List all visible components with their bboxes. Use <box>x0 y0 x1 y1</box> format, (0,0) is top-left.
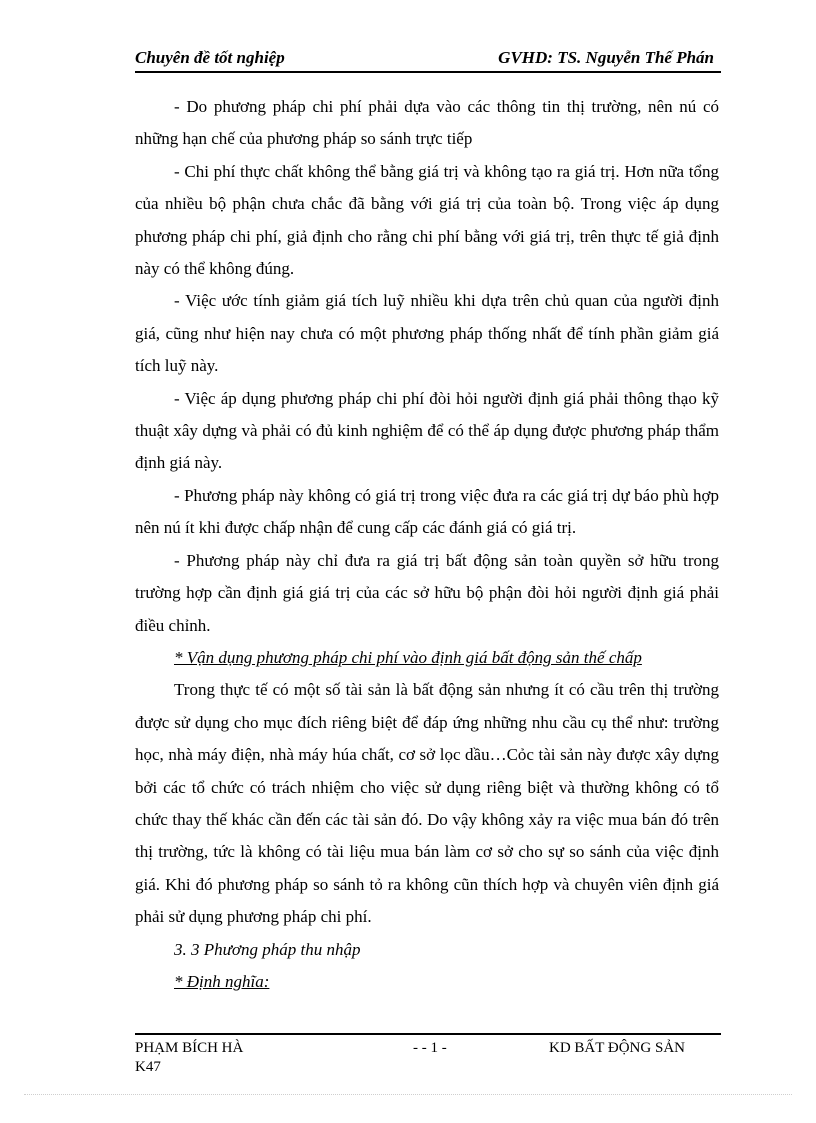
page-header <box>135 48 720 72</box>
footer-department: KD BẤT ĐỘNG SẢN <box>549 1040 685 1056</box>
header-advisor: GVHD: TS. Nguyễn Thế Phán <box>498 48 714 67</box>
paragraph-application: Trong thực tế có một số tài sản là bất động sản nhưng ít có cầu trên thị trường được sử dụng cho mục đích riêng biệt để đáp ứng những nhu cầu cụ thể như: trường học, nhà máy điện, nhà máy húa chất, cơ sở lọc dầu…Cỏc tài sản này được xây dựng bởi các tổ chức có trách nhiệm cho việc sử dụng riêng biệt và thường không có tổ chức thay thế khác cần đến các tài sản đó. Do vậy không xảy ra việc mua bán đó trên thị trường, tức là không có tài liệu mua bán làm cơ sở cho sự so sánh của việc định giá. Khi đó phương pháp so sánh tỏ ra không cũn thích hợp và chuyên viên định giá phải sử dụng phương pháp chi phí. <box>135 680 719 927</box>
subheading: * Vận dụng phương pháp chi phí vào định giá bất động sản thế chấp <box>174 647 642 667</box>
page-edge-line <box>24 1094 792 1095</box>
footer-author: PHẠM BÍCH HÀ <box>135 1040 244 1056</box>
section-title: 3. 3 Phương pháp thu nhập <box>174 939 361 959</box>
paragraph-limitation-1: - Do phương pháp chi phí phải dựa vào các thông tin thị trường, nên nú có những hạn chế của phương pháp so sánh trực tiếp <box>135 97 719 149</box>
header-divider <box>135 71 721 73</box>
footer-class: K47 <box>135 1059 161 1075</box>
paragraph-limitation-5: - Phương pháp này không có giá trị trong việc đưa ra các giá trị dự báo phù hợp nên nú ít khi được chấp nhận để cung cấp các đánh giá có giá trị. <box>135 485 719 538</box>
paragraph-limitation-6: - Phương pháp này chỉ đưa ra giá trị bất động sản toàn quyền sở hữu trong trường hợp cần định giá giá trị của các sở hữu bộ phận đòi hỏi người định giá phải điều chỉnh. <box>135 550 719 635</box>
paragraph-limitation-2: - Chi phí thực chất không thể bằng giá trị và không tạo ra giá trị. Hơn nữa tổng của nhiều bộ phận chưa chắc đã bằng với giá trị của toàn bộ. Trong việc áp dụng phương pháp chi phí, giả định cho rằng chi phí bằng với giá trị, trên thực tế giả định này có thể không đúng. <box>135 161 719 279</box>
paragraph-limitation-3: - Việc ước tính giảm giá tích luỹ nhiều khi dựa trên chủ quan của người định giá, cũng như hiện nay chưa có một phương pháp thống nhất để tính phần giảm giá tích luỹ này. <box>135 291 719 376</box>
header-title: Chuyên đề tốt nghiệp <box>135 48 285 67</box>
definition-label: * Định nghĩa: <box>174 971 270 991</box>
paragraph-limitation-4: - Việc áp dụng phương pháp chi phí đòi hỏi người định giá phải thông thạo kỹ thuật xây dựng và phải có đủ kinh nghiệm để có thể áp dụng được phương pháp thẩm định giá này. <box>135 388 719 473</box>
document-body <box>135 91 719 998</box>
footer-page-number: - - 1 - <box>413 1040 447 1056</box>
footer-divider <box>135 1033 721 1035</box>
